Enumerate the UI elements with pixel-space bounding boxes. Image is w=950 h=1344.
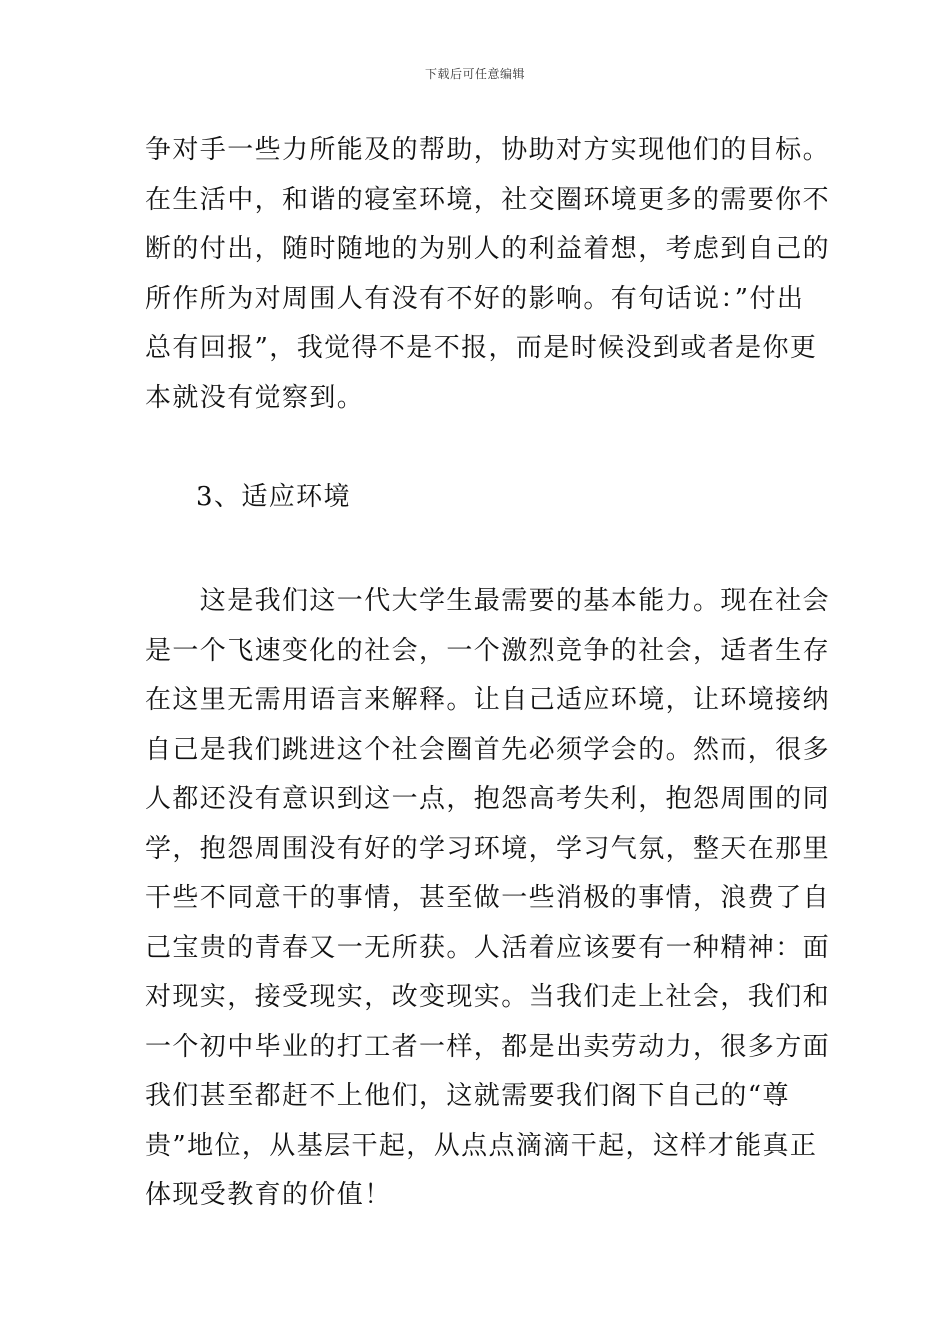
- text-line: 是一个飞速变化的社会，一个激烈竞争的社会，适者生存: [145, 635, 831, 666]
- text-line: 争对手一些力所能及的帮助，协助对方实现他们的目标。: [145, 135, 831, 165]
- text-line: 贵”地位，从基层干起，从点点滴滴干起，这样才能真正: [145, 1130, 818, 1161]
- paragraph-1: [145, 126, 831, 423]
- text-line: 这是我们这一代大学生最需要的基本能力。现在社会: [145, 586, 831, 616]
- text-line: 本就没有觉察到。: [145, 382, 365, 413]
- text-line: 断的付出，随时随地的为别人的利益着想，考虑到自己的: [145, 234, 831, 264]
- text-line: 在生活中，和谐的寝室环境，社交圈环境更多的需要你不: [145, 184, 831, 215]
- text-line: 体现受教育的价值！: [145, 1180, 392, 1210]
- section-heading: 3、适应环境: [196, 482, 351, 512]
- text-line: 干些不同意干的事情，甚至做一些消极的事情，浪费了自: [145, 883, 831, 913]
- page-header: 下载后可任意编辑: [424, 67, 525, 81]
- text-line: 自己是我们跳进这个社会圈首先必须学会的。然而，很多: [145, 734, 831, 765]
- text-line: 对现实，接受现实，改变现实。当我们走上社会，我们和: [145, 982, 831, 1012]
- text-line: 学，抱怨周围没有好的学习环境，学习气氛，整天在那里: [145, 833, 831, 864]
- text-line: 人都还没有意识到这一点，抱怨高考失利，抱怨周围的同: [145, 784, 831, 814]
- text-line: 一个初中毕业的打工者一样，都是出卖劳动力，很多方面: [145, 1031, 831, 1062]
- text-line: 在这里无需用语言来解释。让自己适应环境，让环境接纳: [145, 685, 831, 715]
- text-line: 总有回报”，我觉得不是不报，而是时候没到或者是你更: [145, 333, 818, 363]
- text-line: 所作所为对周围人有没有不好的影响。有句话说：”付出: [145, 283, 805, 314]
- text-line: 己宝贵的青春又一无所获。人活着应该要有一种精神：面: [145, 932, 831, 963]
- text-line: 我们甚至都赶不上他们，这就需要我们阁下自己的“尊: [145, 1081, 790, 1111]
- paragraph-2: [145, 577, 831, 1221]
